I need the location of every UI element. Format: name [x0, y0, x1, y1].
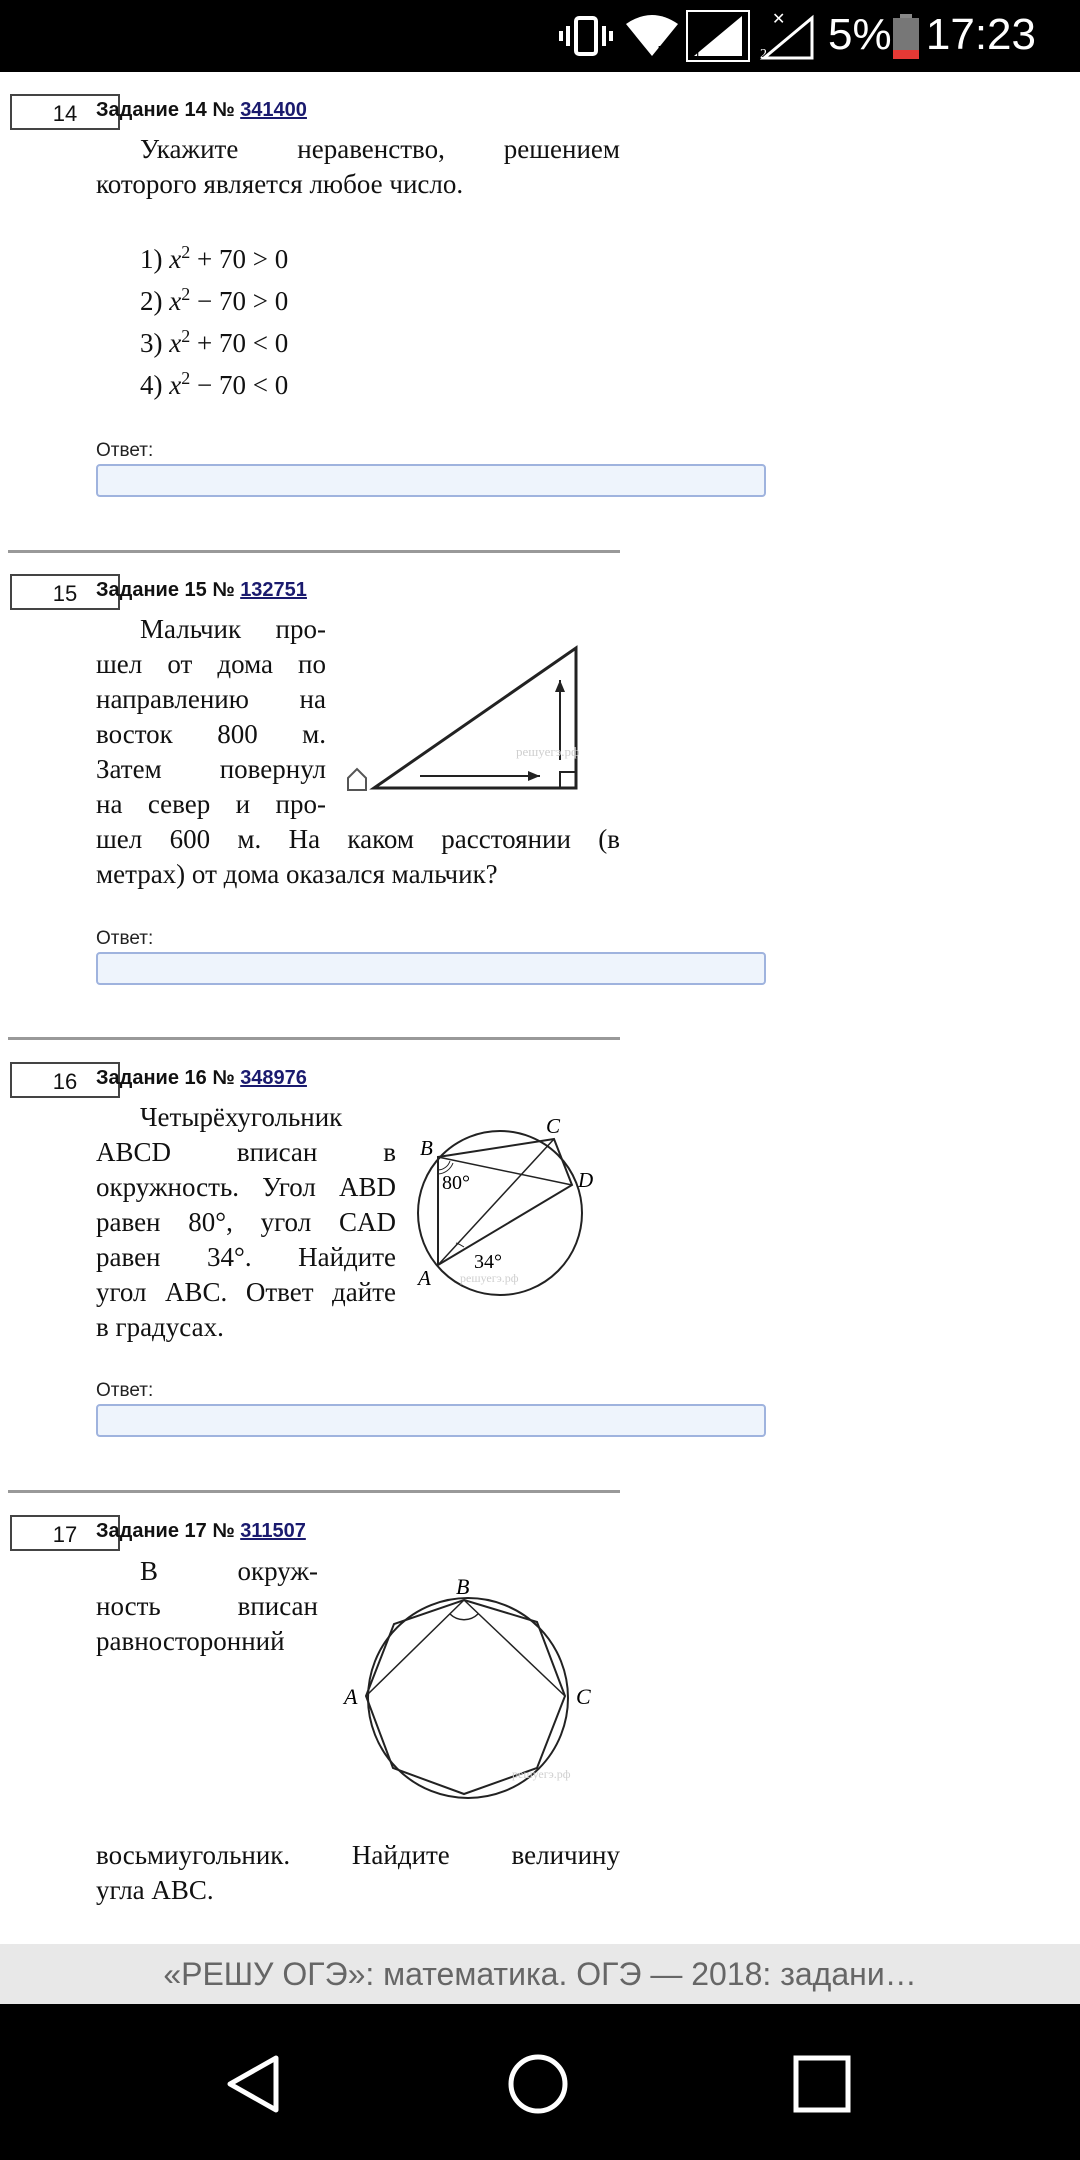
label-d: D — [578, 1168, 594, 1192]
task-number-box: 15 — [10, 574, 120, 610]
task-text-line: ность вписан — [96, 1591, 318, 1621]
task-link[interactable]: 348976 — [240, 1067, 307, 1089]
answer-input[interactable] — [96, 464, 766, 497]
task-text-line: в градусах. — [96, 1312, 224, 1342]
answer-label: Ответ: — [96, 440, 154, 461]
answer-option: 2) $x^2 - 70 > 0$ — [140, 284, 289, 316]
watermark: решуегэ.рф — [512, 1767, 571, 1781]
inscribed-octagon-figure — [338, 1572, 618, 1820]
svg-text:1: 1 — [694, 46, 701, 61]
wifi-icon — [624, 14, 680, 58]
task-text-line: Укажите неравенство, решением — [140, 134, 620, 164]
task-text-line: равносторонний — [96, 1626, 285, 1656]
task-header — [96, 1067, 307, 1090]
divider — [8, 1037, 620, 1040]
task-text-line: восток 800 м. — [96, 719, 326, 749]
angle-label: 80° — [442, 1172, 470, 1194]
page-title-banner[interactable]: «РЕШУ ОГЭ»: математика. ОГЭ — 2018: задани… — [0, 1944, 1080, 2004]
task-link[interactable]: 311507 — [240, 1520, 306, 1542]
task-text-line: шел 600 м. На каком расстоянии (в — [96, 824, 620, 854]
task-text-line: равен 80°, угол CAD — [96, 1207, 396, 1237]
status-bar — [0, 0, 1080, 72]
task-text-line: угла ABC. — [96, 1875, 214, 1905]
label-a: A — [418, 1266, 431, 1290]
label-b: B — [456, 1574, 470, 1599]
signal-sim2-icon — [758, 10, 820, 62]
task-header — [96, 99, 307, 122]
inscribed-quadrilateral-figure — [412, 1115, 612, 1300]
right-triangle-figure — [340, 640, 590, 800]
task-text-line: угол ABC. Ответ дайте — [96, 1277, 396, 1307]
task-text-line: метрах) от дома оказался мальчик? — [96, 859, 498, 889]
clock: 17:23 — [925, 10, 1036, 59]
task-text-line: которого является любое число. — [96, 169, 464, 199]
answer-option: 3) $x^2 + 70 < 0$ — [140, 326, 289, 358]
task-link[interactable]: 132751 — [240, 579, 307, 601]
label-c: C — [576, 1684, 591, 1709]
vibrate-icon — [558, 14, 614, 58]
divider — [8, 550, 620, 553]
task-text-line: Мальчик про- — [140, 614, 326, 644]
task-header — [96, 1520, 306, 1543]
signal-sim1-icon — [686, 10, 750, 62]
svg-text:2: 2 — [760, 47, 767, 62]
task-text-line: направлению на — [96, 684, 326, 714]
task-title: Задание 15 № — [96, 579, 235, 601]
task-link[interactable]: 341400 — [240, 99, 307, 121]
task-text-line: В окруж- — [140, 1556, 318, 1586]
watermark: решуегэ.рф — [460, 1271, 519, 1285]
task-text-line: восьмиугольник. Найдите величину — [96, 1840, 620, 1870]
answer-label: Ответ: — [96, 928, 154, 949]
task-title: Задание 17 № — [96, 1520, 235, 1542]
task-text-line: шел от дома по — [96, 649, 326, 679]
angle-label: 34° — [474, 1251, 502, 1273]
task-header — [96, 579, 307, 602]
house-icon — [348, 769, 366, 790]
divider — [8, 1490, 620, 1493]
recents-button[interactable] — [792, 2054, 852, 2114]
task-text-line: окружность. Угол ABD — [96, 1172, 396, 1202]
task-text-line: Затем повернул — [96, 754, 326, 784]
back-button[interactable] — [222, 2052, 286, 2116]
svg-text:✕: ✕ — [772, 11, 786, 28]
answer-label: Ответ: — [96, 1380, 154, 1401]
task-title: Задание 16 № — [96, 1067, 235, 1089]
task-text-line: равен 34°. Найдите — [96, 1242, 396, 1272]
label-a: A — [344, 1684, 358, 1709]
answer-option: 1) $x^2 + 70 > 0$ — [140, 242, 289, 274]
task-text-line: ABCD вписан в — [96, 1137, 396, 1167]
home-button[interactable] — [506, 2052, 570, 2116]
svg-text:!: ! — [657, 44, 662, 58]
label-c: C — [546, 1115, 561, 1138]
label-b: B — [420, 1136, 433, 1160]
task-number-box: 17 — [10, 1515, 120, 1551]
task-number-box: 16 — [10, 1062, 120, 1098]
battery-percent: 5% — [828, 10, 892, 59]
task-title: Задание 14 № — [96, 99, 235, 121]
task-number-box: 14 — [10, 94, 120, 130]
answer-input[interactable] — [96, 952, 766, 985]
watermark: решуегэ.рф — [516, 744, 580, 759]
task-text-line: Четырёхугольник — [140, 1102, 343, 1132]
battery-icon — [892, 14, 920, 60]
answer-input[interactable] — [96, 1404, 766, 1437]
task-text-line: на север и про- — [96, 789, 326, 819]
navigation-bar — [0, 2004, 1080, 2160]
answer-option: 4) $x^2 - 70 < 0$ — [140, 368, 289, 400]
